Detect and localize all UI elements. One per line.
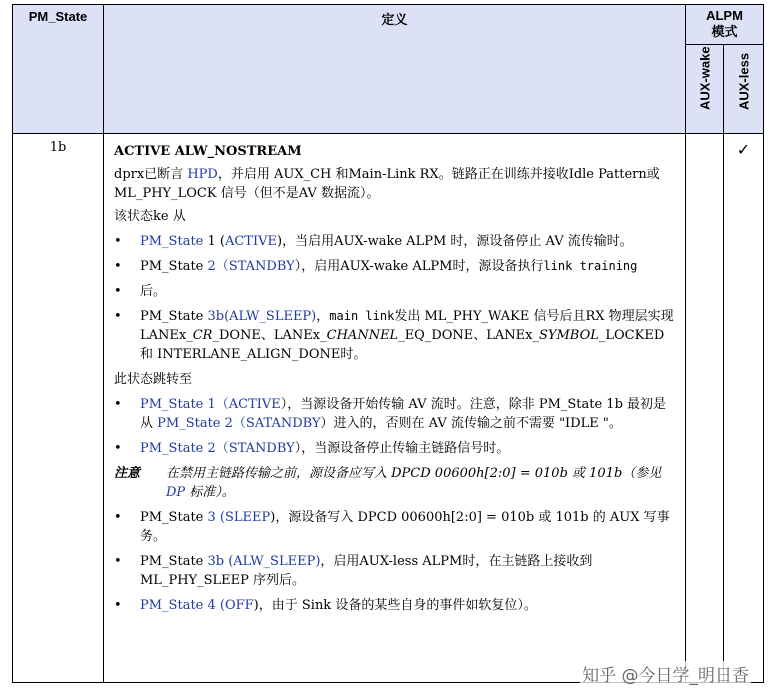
watermark: 知乎 @今日学_明日香 bbox=[580, 661, 751, 686]
list-item: • PM_State 2（STANDBY），当源设备停止传输主链路信号时。 bbox=[114, 441, 510, 456]
definition-content bbox=[104, 134, 685, 682]
from-label: 该状态ke 从 bbox=[114, 209, 186, 224]
aux-less-check-icon: ✓ bbox=[724, 134, 764, 683]
pm-state-table bbox=[12, 4, 764, 683]
state-link[interactable]: (ALW_SLEEP) bbox=[224, 554, 321, 569]
list-item: • PM_State 3 (SLEEP)，源设备写入 DPCD 00600h[2:0] = 010b 或 101b 的 AUX 写事务。 bbox=[114, 510, 670, 544]
table-row bbox=[13, 134, 764, 683]
list-item: • PM_State 3b(ALW_SLEEP)，main link发出 ML_PHY_WAKE 信号后且RX 物理层实现 LANEx_CR_DONE、LANEx_CHANNEL_EQ_DONE、LANEx_SYMBOL_LOCKED 和 INTERLANE_ALIGN_DONE时。 bbox=[114, 309, 674, 362]
state-link[interactable]: ACTIVE bbox=[224, 234, 277, 249]
state-link[interactable]: PM_State bbox=[140, 598, 204, 613]
bullet-icon: • bbox=[114, 309, 122, 324]
hpd-link[interactable]: HPD bbox=[187, 167, 218, 182]
state-link[interactable]: SLEEP bbox=[224, 510, 271, 525]
bullet-icon: • bbox=[114, 259, 122, 274]
header-aux-less-label: AUX-less bbox=[736, 52, 751, 110]
list-item: • PM_State 3b (ALW_SLEEP)，启用AUX-less ALPM时，在主链路上接收到 ML_PHY_SLEEP 序列后。 bbox=[114, 554, 593, 588]
header-aux-less bbox=[724, 45, 764, 134]
header-aux-wake-label: AUX-wake bbox=[697, 46, 712, 110]
header-alpm-line1: ALPM bbox=[706, 8, 743, 23]
list-item: • PM_State 4 (OFF)，由于 Sink 设备的某些自身的事件如软复位）。 bbox=[114, 598, 537, 613]
bullet-icon: • bbox=[114, 441, 122, 456]
bullet-icon: • bbox=[114, 284, 122, 299]
list-item: • PM_State 1 (ACTIVE)，当启用AUX-wake ALPM 时，源设备停止 AV 流传输时。 bbox=[114, 234, 633, 249]
list-item: • PM_State 2（STANDBY），启用AUX-wake ALPM时，源设备执行link training bbox=[114, 259, 638, 274]
state-link[interactable]: PM_State 2 bbox=[157, 416, 233, 431]
bullet-icon: • bbox=[114, 554, 122, 569]
bullet-icon: • bbox=[114, 598, 122, 613]
header-alpm-mode bbox=[686, 5, 764, 45]
header-alpm-line2: 模式 bbox=[711, 24, 738, 39]
bullet-icon: • bbox=[114, 234, 122, 249]
state-link[interactable]: STANDBY bbox=[228, 259, 295, 274]
list-item: • PM_State 1（ACTIVE），当源设备开始传输 AV 流时。注意，除非 PM_State 1b 最初是从 PM_State 2（SATANDBY）进入的，否则在 AV 流传输之前不需要 "IDLE "。 bbox=[114, 397, 667, 431]
state-title: ACTIVE ALW_NOSTREAM bbox=[114, 144, 302, 159]
state-id-cell: 1b bbox=[13, 134, 104, 683]
intro-paragraph: dprx已断言 HPD，并启用 AUX_CH 和Main-Link RX。链路正在训练并接收Idle Pattern或 ML_PHY_LOCK 信号（但不是AV 数据流）。 bbox=[114, 167, 660, 201]
state-link[interactable]: PM_State bbox=[140, 441, 204, 456]
list-item: • 后。 bbox=[114, 284, 167, 299]
state-link[interactable]: PM_State bbox=[140, 397, 204, 412]
state-link[interactable]: (ALW_SLEEP) bbox=[224, 309, 317, 324]
note-block bbox=[114, 464, 677, 502]
definition-cell bbox=[104, 134, 686, 683]
bullet-icon: • bbox=[114, 510, 122, 525]
header-pm-state: PM_State bbox=[13, 5, 104, 134]
header-definition: 定义 bbox=[104, 5, 686, 134]
header-aux-wake bbox=[686, 45, 724, 134]
note-label: 注意 bbox=[114, 466, 141, 481]
state-link[interactable]: PM_State bbox=[140, 234, 204, 249]
to-label: 此状态跳转至 bbox=[114, 372, 193, 387]
state-link[interactable]: ACTIVE bbox=[228, 397, 281, 412]
state-link[interactable]: STANDBY bbox=[228, 441, 295, 456]
note-text: 在禁用主链路传输之前，源设备应写入 DPCD 00600h[2:0] = 010b 或 101b（参见DP 标准）。 bbox=[166, 466, 662, 500]
state-link[interactable]: OFF bbox=[224, 598, 254, 613]
aux-wake-cell bbox=[686, 134, 724, 683]
dp-link[interactable]: DP bbox=[166, 485, 186, 500]
bullet-icon: • bbox=[114, 397, 122, 412]
